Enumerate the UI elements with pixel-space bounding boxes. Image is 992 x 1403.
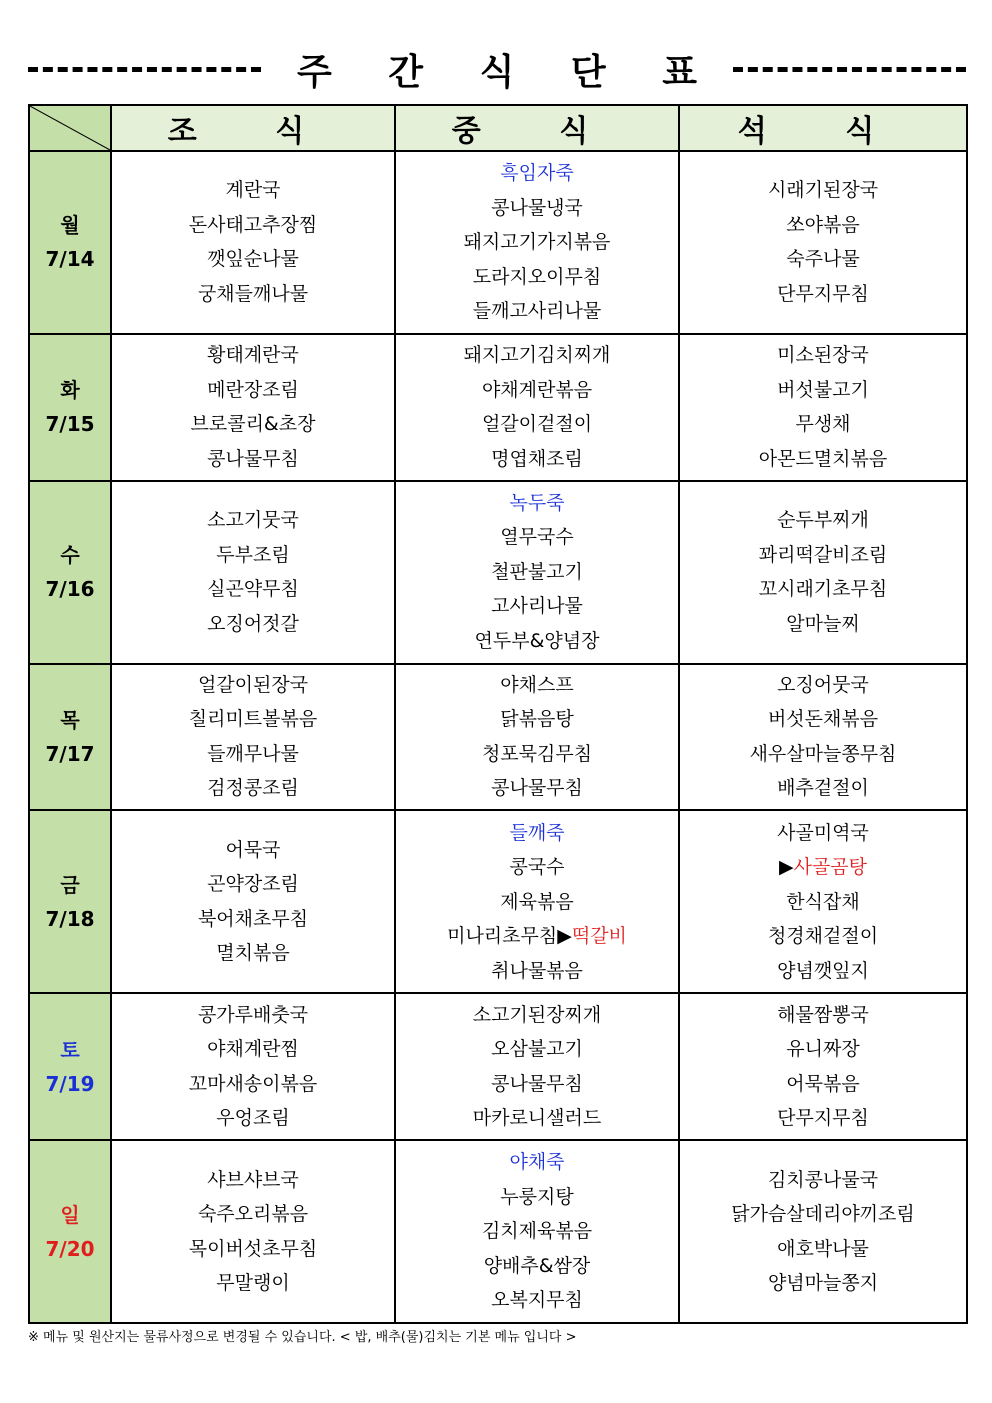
menu-item <box>396 1283 678 1318</box>
menu-item-text: 꼬마새송이볶음 <box>188 1072 318 1095</box>
menu-item-text: 오징어뭇국 <box>777 673 869 696</box>
day-date: 7/17 <box>45 741 95 766</box>
menu-item-text: 단무지무침 <box>777 1107 869 1130</box>
menu-item-text: 한식잡채 <box>786 890 860 913</box>
menu-item-text: 두부조림 <box>216 543 290 566</box>
menu-item-text: 버섯돈채볶음 <box>767 708 879 731</box>
lunch-cell <box>395 810 679 993</box>
menu-item-text: 콩가루배춧국 <box>197 1003 309 1026</box>
menu-item <box>112 1067 394 1102</box>
menu-body <box>29 151 967 1323</box>
menu-item-text: ▶ <box>778 856 794 879</box>
day-date: 7/16 <box>45 577 95 602</box>
menu-item <box>112 998 394 1033</box>
menu-item <box>112 442 394 477</box>
menu-item-text: 배추겉절이 <box>777 777 869 800</box>
menu-item <box>680 242 966 277</box>
breakfast-cell <box>111 334 395 481</box>
lunch-cell <box>395 1140 679 1323</box>
menu-item-text: 브로콜리&초장 <box>190 413 316 436</box>
menu-item <box>680 277 966 312</box>
menu-item <box>112 668 394 703</box>
menu-item-text: 청경채겉절이 <box>767 925 879 948</box>
corner-cell <box>29 105 111 151</box>
menu-item-text: 아몬드멸치볶음 <box>758 447 888 470</box>
day-row <box>29 993 967 1140</box>
menu-item-text: 샤브샤브국 <box>207 1168 299 1191</box>
day-cell <box>29 481 111 664</box>
menu-item-text: 얼갈이된장국 <box>197 673 309 696</box>
menu-item <box>680 954 966 989</box>
menu-item-text: 명엽채조림 <box>491 447 583 470</box>
day-date: 7/20 <box>45 1236 95 1261</box>
menu-item-text: 오복지무침 <box>491 1289 583 1312</box>
menu-item-text: 닭볶음탕 <box>500 708 574 731</box>
dinner-cell <box>679 664 967 811</box>
menu-item-text: 꽈리떡갈비조림 <box>758 543 888 566</box>
menu-item <box>396 1249 678 1284</box>
menu-item-text: 오징어젓갈 <box>207 612 299 635</box>
breakfast-cell <box>111 664 395 811</box>
menu-item-text: 콩나물냉국 <box>491 196 583 219</box>
menu-item <box>112 277 394 312</box>
menu-item <box>396 954 678 989</box>
menu-item <box>680 607 966 642</box>
menu-item-text: 도라지오이무침 <box>472 265 602 288</box>
menu-item <box>680 572 966 607</box>
menu-item <box>680 442 966 477</box>
menu-item <box>396 1180 678 1215</box>
menu-item <box>680 1067 966 1102</box>
day-row <box>29 1140 967 1323</box>
menu-item-text: 북어채초무침 <box>197 907 309 930</box>
menu-item <box>396 1067 678 1102</box>
menu-item <box>396 624 678 659</box>
menu-item <box>396 1145 678 1180</box>
day-cell <box>29 993 111 1140</box>
menu-item-text: 콩나물무침 <box>207 447 299 470</box>
weekly-menu-table <box>28 104 968 1324</box>
lunch-cell <box>395 664 679 811</box>
menu-item <box>680 885 966 920</box>
menu-item <box>112 338 394 373</box>
menu-item <box>112 1232 394 1267</box>
menu-item-text: 어묵볶음 <box>786 1072 860 1095</box>
day-date: 7/14 <box>45 247 95 272</box>
title-dashes-left <box>28 67 261 72</box>
menu-item-text: 곤약장조림 <box>207 873 299 896</box>
breakfast-cell <box>111 993 395 1140</box>
menu-item <box>396 191 678 226</box>
menu-item-text: 시래기된장국 <box>767 179 879 202</box>
day-date: 7/15 <box>45 412 95 437</box>
menu-item-text: 메란장조림 <box>207 378 299 401</box>
menu-item <box>396 589 678 624</box>
menu-item-text: 꼬시래기초무침 <box>758 578 888 601</box>
menu-item-text: 미소된장국 <box>777 344 869 367</box>
menu-item <box>396 442 678 477</box>
menu-item <box>396 998 678 1033</box>
breakfast-cell <box>111 1140 395 1323</box>
menu-item-text: 누룽지탕 <box>500 1185 574 1208</box>
menu-item-text: 닭가슴살데리야끼조림 <box>731 1203 915 1225</box>
menu-item-text: 녹두죽 <box>509 491 565 514</box>
dinner-cell <box>679 993 967 1140</box>
menu-item-text: 검정콩조림 <box>207 777 299 800</box>
menu-item-text: 돼지고기가지볶음 <box>463 231 611 254</box>
menu-item <box>396 919 678 954</box>
day-cell <box>29 151 111 334</box>
menu-item-text: 콩나물무침 <box>491 777 583 800</box>
menu-item-text: 야채죽 <box>509 1151 565 1174</box>
menu-item-text: 궁채들깨나물 <box>197 282 309 305</box>
menu-item-text: 실곤약무침 <box>207 578 299 601</box>
menu-item-text: 숙주나물 <box>786 248 860 271</box>
menu-item <box>396 520 678 555</box>
menu-item-text: 야채스프 <box>500 673 574 696</box>
menu-item-text: 들깨무나물 <box>207 742 299 765</box>
title-dashes-right <box>733 67 966 72</box>
day-name: 토 <box>60 1037 80 1062</box>
lunch-cell <box>395 334 679 481</box>
menu-item-text: 소고기뭇국 <box>207 509 299 532</box>
menu-item-text: 무말랭이 <box>216 1272 290 1294</box>
lunch-cell <box>395 993 679 1140</box>
day-cell <box>29 1140 111 1323</box>
menu-item <box>680 1032 966 1067</box>
breakfast-cell <box>111 481 395 664</box>
menu-item-text: 콩나물무침 <box>491 1072 583 1095</box>
menu-item <box>680 1266 966 1301</box>
menu-item-text: 연두부&양념장 <box>474 629 600 652</box>
menu-item <box>680 919 966 954</box>
menu-item-text: 알마늘찌 <box>786 612 860 635</box>
menu-item <box>112 902 394 937</box>
page-title: 주 간 식 단 표 <box>297 51 720 93</box>
day-name: 수 <box>60 543 80 568</box>
dinner-cell <box>679 334 967 481</box>
menu-item <box>112 771 394 806</box>
footer-note: ※ 메뉴 및 원산지는 물류사정으로 변경될 수 있습니다. < 밥, 배추(물)김치는 기본 메뉴 입니다 > <box>28 1330 577 1345</box>
menu-item <box>680 407 966 442</box>
day-name: 화 <box>60 378 80 403</box>
menu-item <box>396 486 678 521</box>
menu-item <box>396 156 678 191</box>
menu-item <box>112 833 394 868</box>
menu-item <box>112 538 394 573</box>
header-dinner: 석 식 <box>679 105 967 151</box>
menu-item-text: 돈사태고추장찜 <box>188 213 318 236</box>
menu-item-text: 양념깻잎지 <box>777 959 869 982</box>
breakfast-cell <box>111 151 395 334</box>
menu-item <box>680 1232 966 1267</box>
menu-item-text: 고사리나물 <box>491 595 583 618</box>
menu-item-text: 취나물볶음 <box>491 959 583 982</box>
menu-item-text: 멸치볶음 <box>216 942 290 965</box>
menu-item-text: 유니짜장 <box>786 1038 860 1061</box>
menu-item <box>112 407 394 442</box>
menu-item-text: 소고기된장찌개 <box>472 1003 602 1026</box>
menu-item <box>680 338 966 373</box>
menu-item-text: 황태계란국 <box>207 344 299 367</box>
menu-item-text: 양념마늘쫑지 <box>767 1272 879 1294</box>
menu-item-text: 사골미역국 <box>777 821 869 844</box>
day-row <box>29 334 967 481</box>
menu-item-text: 흑임자죽 <box>500 162 574 185</box>
dinner-cell <box>679 481 967 664</box>
day-date: 7/18 <box>45 906 95 931</box>
dinner-cell <box>679 810 967 993</box>
menu-item-text: 마카로니샐러드 <box>472 1107 602 1130</box>
day-date: 7/19 <box>45 1071 95 1096</box>
menu-item-text: 제육볶음 <box>500 890 574 913</box>
menu-item-text: 무생채 <box>795 413 851 436</box>
menu-item <box>680 373 966 408</box>
menu-item-text: 해물짬뽕국 <box>777 1003 869 1026</box>
menu-item <box>396 260 678 295</box>
menu-item <box>396 771 678 806</box>
menu-item <box>680 668 966 703</box>
title-row <box>28 44 966 94</box>
menu-item <box>396 1032 678 1067</box>
day-cell <box>29 810 111 993</box>
menu-item-text: 순두부찌개 <box>777 509 869 532</box>
menu-item <box>396 1101 678 1136</box>
menu-item-text: 목이버섯초무침 <box>188 1237 318 1260</box>
menu-item-text: 들깨고사리나물 <box>472 300 602 323</box>
day-row <box>29 810 967 993</box>
menu-item-text: 야채계란찜 <box>207 1038 299 1061</box>
menu-item <box>112 1266 394 1301</box>
menu-item-special: 떡갈비 <box>571 925 627 948</box>
menu-item-text: 김치콩나물국 <box>767 1168 879 1191</box>
diagonal-line <box>30 106 110 150</box>
menu-item <box>112 503 394 538</box>
menu-item <box>396 555 678 590</box>
menu-item <box>680 503 966 538</box>
menu-item <box>396 225 678 260</box>
menu-item-text: 우엉조림 <box>216 1107 290 1130</box>
menu-item-text: 새우살마늘쫑무침 <box>749 742 897 765</box>
menu-item <box>680 998 966 1033</box>
menu-item <box>112 936 394 971</box>
menu-item <box>680 737 966 772</box>
menu-item <box>112 1163 394 1198</box>
menu-item-text: 들깨죽 <box>509 821 565 844</box>
menu-item <box>396 885 678 920</box>
menu-item <box>396 668 678 703</box>
menu-item <box>680 850 966 885</box>
menu-item <box>112 867 394 902</box>
menu-item-text: 쏘야볶음 <box>786 213 860 236</box>
menu-item-text: 애호박나물 <box>777 1237 869 1260</box>
menu-item <box>396 1214 678 1249</box>
day-row <box>29 151 967 334</box>
lunch-cell <box>395 151 679 334</box>
menu-item-text: 계란국 <box>225 179 281 202</box>
header-row <box>29 105 967 151</box>
day-row <box>29 481 967 664</box>
menu-item-text: 콩국수 <box>509 856 565 879</box>
header-breakfast: 조 식 <box>111 105 395 151</box>
menu-item-special: 사골곰탕 <box>793 856 868 879</box>
menu-item <box>112 1032 394 1067</box>
menu-item <box>396 407 678 442</box>
menu-item <box>112 208 394 243</box>
menu-item-text: 김치제육볶음 <box>481 1220 593 1243</box>
menu-item <box>680 173 966 208</box>
menu-item <box>112 1197 394 1232</box>
menu-item-text: 얼갈이겉절이 <box>481 413 593 436</box>
menu-item-text: 어묵국 <box>225 838 281 861</box>
menu-item <box>112 702 394 737</box>
menu-item-text: 깻잎순나물 <box>207 248 299 271</box>
menu-item <box>112 572 394 607</box>
menu-item <box>680 208 966 243</box>
menu-item <box>680 1163 966 1198</box>
day-row <box>29 664 967 811</box>
menu-item-text: 돼지고기김치찌개 <box>463 344 611 367</box>
menu-item <box>680 771 966 806</box>
menu-item-text: 숙주오리볶음 <box>197 1203 309 1225</box>
header-lunch: 중 식 <box>395 105 679 151</box>
menu-item-text: 단무지무침 <box>777 282 869 305</box>
day-name: 일 <box>60 1202 80 1227</box>
day-cell <box>29 334 111 481</box>
menu-item <box>112 242 394 277</box>
day-cell <box>29 664 111 811</box>
menu-item-text: 오삼불고기 <box>491 1038 583 1061</box>
menu-item <box>396 737 678 772</box>
menu-item <box>396 373 678 408</box>
menu-item <box>396 702 678 737</box>
menu-item <box>396 816 678 851</box>
menu-item <box>396 338 678 373</box>
menu-item-text: 야채계란볶음 <box>481 378 593 401</box>
menu-item-text: 청포묵김무침 <box>481 742 593 765</box>
menu-item <box>112 737 394 772</box>
day-name: 금 <box>60 872 80 897</box>
menu-item <box>680 538 966 573</box>
menu-item <box>680 1197 966 1232</box>
menu-item <box>112 607 394 642</box>
menu-item <box>396 294 678 329</box>
menu-item <box>396 850 678 885</box>
breakfast-cell <box>111 810 395 993</box>
menu-item <box>680 1101 966 1136</box>
menu-item <box>112 1101 394 1136</box>
menu-item-text: 열무국수 <box>500 526 574 549</box>
dinner-cell <box>679 151 967 334</box>
day-name: 목 <box>60 707 80 732</box>
menu-item-text: 미나리초무침▶ <box>447 925 572 948</box>
day-name: 월 <box>60 213 80 238</box>
menu-item-text: 버섯불고기 <box>777 378 869 401</box>
menu-item <box>680 816 966 851</box>
menu-item <box>680 702 966 737</box>
menu-item-text: 철판불고기 <box>491 560 583 583</box>
menu-item <box>112 373 394 408</box>
menu-item-text: 양배추&쌈장 <box>483 1254 591 1277</box>
menu-item <box>112 173 394 208</box>
dinner-cell <box>679 1140 967 1323</box>
menu-item-text: 칠리미트볼볶음 <box>188 708 318 731</box>
lunch-cell <box>395 481 679 664</box>
